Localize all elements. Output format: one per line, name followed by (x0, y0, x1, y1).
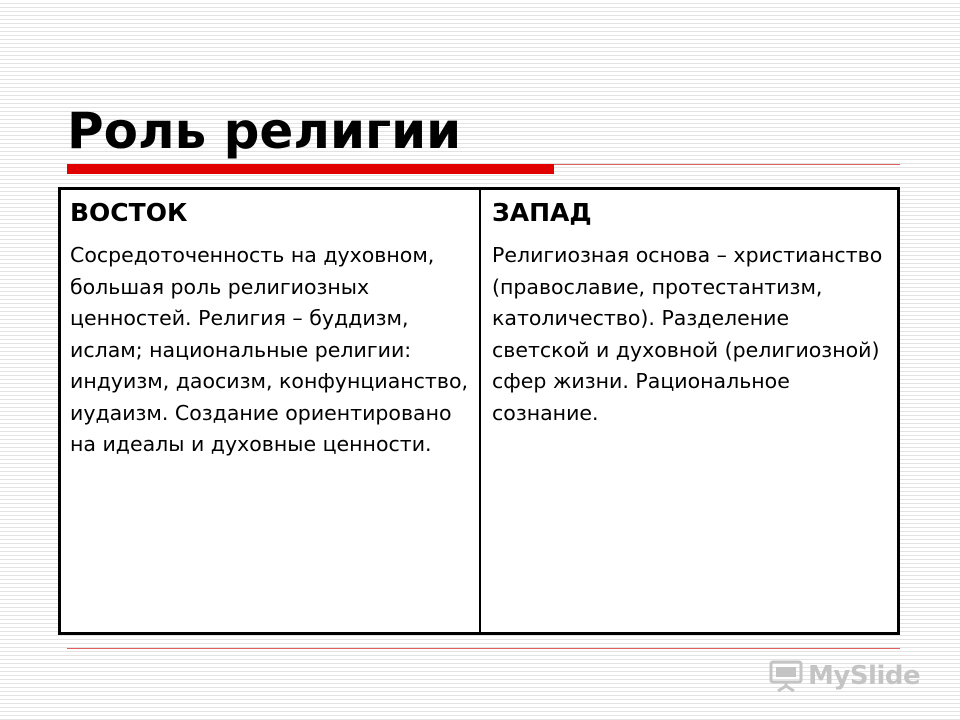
title-divider-line (554, 164, 900, 165)
comparison-table (58, 187, 900, 635)
column-text-east: Сосредоточенность на духовном, большая роль религиозных ценностей. Религия – буддизм, ислам; национальные религии: индуизм, даосизм, конфунцианство, иудаизм. Создание ориентировано на идеалы и духовные ценности. (70, 243, 469, 456)
column-heading-east: ВОСТОК (70, 198, 188, 227)
table-column-east (61, 190, 481, 632)
bottom-divider-line (67, 648, 900, 649)
presentation-board-icon (768, 658, 804, 694)
title-accent-bar (67, 164, 554, 174)
column-text-west: Религиозная основа – христианство (православие, протестантизм, католичество). Разделение светской и духовной (религиозной) сфер жизни. Рациональное сознание. (492, 243, 883, 425)
column-heading-west: ЗАПАД (492, 198, 592, 227)
watermark-text: MySlide (808, 661, 921, 691)
watermark-logo (768, 656, 920, 696)
slide-title: Роль религии (67, 102, 462, 160)
table-column-west (481, 190, 897, 632)
